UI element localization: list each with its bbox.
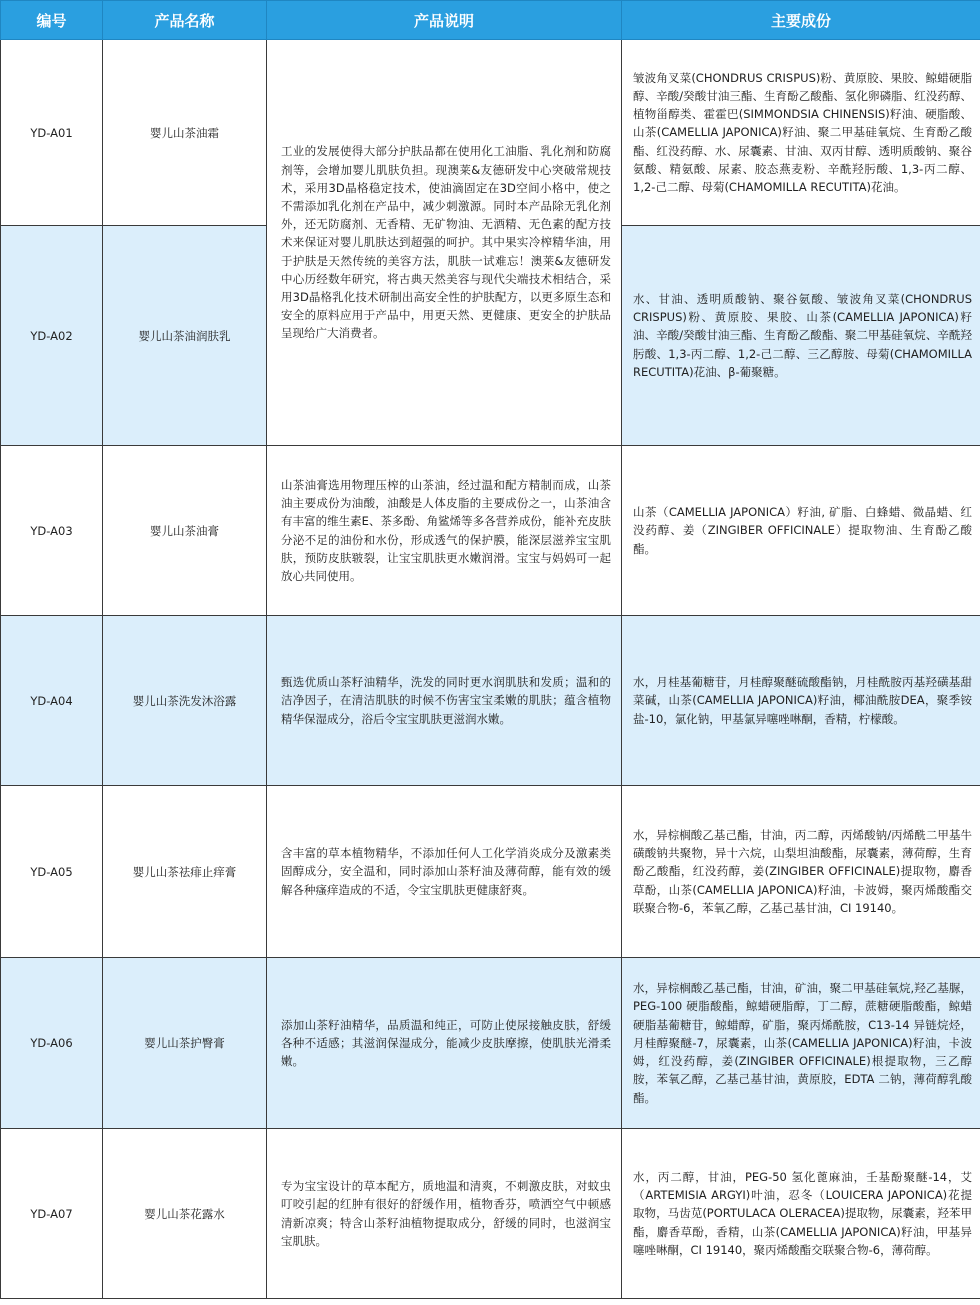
product-code: YD-A02 (1, 226, 103, 446)
product-code: YD-A05 (1, 786, 103, 958)
product-code: YD-A04 (1, 616, 103, 786)
product-code: YD-A07 (1, 1129, 103, 1299)
product-code: YD-A06 (1, 958, 103, 1129)
product-description: 甄选优质山茶籽油精华，洗发的同时更水润肌肤和发质；温和的洁净因子，在清洁肌肤的时候不伤害宝宝柔嫩的肌肤；蕴含植物精华保湿成分，浴后令宝宝肌肤更滋润水嫩。 (267, 616, 622, 786)
product-ingredients: 皱波角叉菜(CHONDRUS CRISPUS)粉、黄原胶、果胶、鲸蜡硬脂醇、辛酸/癸酸甘油三酯、生育酚乙酸酯、氢化卵磷脂、红没药醇、植物甾醇类、霍霍巴(SIMMONDSIA CHINENSIS)籽油、硬脂酸、山茶(CAMELLIA JAPONICA)籽油、聚二甲基硅氧烷、生育酚乙酸酯、红没药醇、水、尿囊素、甘油、双丙甘醇、透明质酸钠、聚谷氨酸、精氨酸、尿素、胶态燕麦粉、辛酰羟肟酸、1,3-丙二醇、1,2-己二醇、母菊(CHAMOMILLA RECUTITA)花油。 (622, 40, 980, 226)
product-ingredients: 水，异棕榈酸乙基己酯，甘油，矿油，聚二甲基硅氧烷,羟乙基脲，PEG-100 硬脂酸酯，鲸蜡硬脂醇，丁二醇，蔗糖硬脂酸酯，鲸蜡硬脂基葡糖苷，鲸蜡醇，矿脂，聚丙烯酰胺，C13-14 异链烷烃，月桂醇聚醚-7，尿囊素，山茶(CAMELLIA JAPONICA)籽油，卡波姆，红没药醇，姜(ZINGIBER OFFICINALE)根提取物，三乙醇胺，苯氧乙醇，乙基己基甘油，黄原胶，EDTA 二钠，薄荷醇乳酸酯。 (622, 958, 980, 1129)
product-code: YD-A03 (1, 446, 103, 616)
product-ingredients: 水，丙二醇，甘油，PEG-50 氢化蓖麻油，壬基酚聚醚-14，艾（ARTEMISIA ARGYI)叶油，忍冬（LOUICERA JAPONICA)花提取物，马齿苋(PORTULACA OLERACEA)提取物，尿囊素，羟苯甲酯，麝香草酚，香精，山茶(CAMELLIA JAPONICA)籽油，甲基异噻唑啉酮，CI 19140，聚丙烯酸酯交联聚合物-6，薄荷醇。 (622, 1129, 980, 1299)
product-description: 专为宝宝设计的草本配方，质地温和清爽，不刺激皮肤，对蚊虫叮咬引起的红肿有很好的舒缓作用，植物香芬，喷洒空气中顿感清新凉爽；特含山茶籽油植物提取成分，舒缓的同时，也滋润宝宝肌肤。 (267, 1129, 622, 1299)
product-ingredients: 水、甘油、透明质酸钠、聚谷氨酸、皱波角叉菜(CHONDRUS CRISPUS)粉、黄原胶、果胶、山茶(CAMELLIA JAPONICA)籽油、辛酸/癸酸甘油三酯、生育酚乙酸酯、聚二甲基硅氧烷、辛酰羟肟酸、1,3-丙二醇、1,2-己二醇、三乙醇胺、母菊(CHAMOMILLA RECUTITA)花油、β-葡聚糖。 (622, 226, 980, 446)
product-name: 婴儿山茶护臀膏 (103, 958, 267, 1129)
header-ingredients: 主要成份 (622, 1, 980, 40)
table-header-row (1, 1, 980, 40)
product-ingredients: 水，异棕榈酸乙基己酯，甘油，丙二醇，丙烯酸钠/丙烯酰二甲基牛磺酸钠共聚物，异十六烷，山梨坦油酸酯，尿囊素，薄荷醇，生育酚乙酸酯，红没药醇，姜(ZINGIBER OFFICINALE)提取物，麝香草酚，山茶(CAMELLIA JAPONICA)籽油，卡波姆，聚丙烯酸酯交联聚合物-6，苯氧乙醇，乙基己基甘油，CI 19140。 (622, 786, 980, 958)
product-ingredients: 水，月桂基葡糖苷，月桂醇聚醚硫酸酯钠，月桂酰胺丙基羟磺基甜菜碱，山茶(CAMELLIA JAPONICA)籽油，椰油酰胺DEA，聚季铵盐-10，氯化钠，甲基氯异噻唑啉酮，香精，柠檬酸。 (622, 616, 980, 786)
product-name: 婴儿山茶油膏 (103, 446, 267, 616)
product-ingredients: 山茶（CAMELLIA JAPONICA）籽油, 矿脂、白蜂蜡、微晶蜡、红没药醇、姜（ZINGIBER OFFICINALE）提取物油、生育酚乙酸酯。 (622, 446, 980, 616)
product-name: 婴儿山茶祛痱止痒膏 (103, 786, 267, 958)
product-name: 婴儿山茶油霜 (103, 40, 267, 226)
table-row (1, 40, 980, 226)
product-name: 婴儿山茶洗发沐浴露 (103, 616, 267, 786)
table-row (1, 786, 980, 958)
table-row (1, 958, 980, 1129)
product-description: 含丰富的草本植物精华，不添加任何人工化学消炎成分及激素类固醇成分，安全温和，同时添加山茶籽油及薄荷醇，能有效的缓解各种瘙痒造成的不适，令宝宝肌肤更健康舒爽。 (267, 786, 622, 958)
product-description: 山茶油膏选用物理压榨的山茶油，经过温和配方精制而成，山茶油主要成份为油酸，油酸是人体皮脂的主要成份之一，山茶油含有丰富的维生素E、茶多酚、角鲨烯等多各营养成份，能补充皮肤分泌不足的油份和水份，形成透气的保护膜，能深层滋养宝宝肌肤，预防皮肤皲裂，让宝宝肌肤更水嫩润滑。宝宝与妈妈可一起放心共同使用。 (267, 446, 622, 616)
product-name: 婴儿山茶油润肤乳 (103, 226, 267, 446)
table-row (1, 446, 980, 616)
header-description: 产品说明 (267, 1, 622, 40)
header-code: 编号 (1, 1, 103, 40)
product-name: 婴儿山茶花露水 (103, 1129, 267, 1299)
table-row (1, 616, 980, 786)
product-code: YD-A01 (1, 40, 103, 226)
product-description: 工业的发展使得大部分护肤品都在使用化工油脂、乳化剂和防腐剂等，会增加婴儿肌肤负担。现澳莱&友德研发中心突破常规技术，采用3D晶格稳定技术，使油滴固定在3D空间小格中，使之不需添加乳化剂在产品中，减少刺激源。同时本产品除无乳化剂外，还无防腐剂、无香精、无矿物油、无酒精、无色素的配方技术来保证对婴儿肌肤达到超强的呵护。其中果实冷榨精华油，用于护肤是天然传统的美容方法，肌肤一试难忘！澳莱&友德研发中心历经数年研究，将古典天然美容与现代尖端技术相结合，采用3D晶格乳化技术研制出高安全性的护肤配方，以更多原生态和安全的原料应用于产品中，用更天然、更健康、更安全的护肤品呈现给广大消费者。 (267, 40, 622, 446)
product-description: 添加山茶籽油精华，品质温和纯正，可防止使尿接触皮肤，舒缓各种不适感；其滋润保湿成分，能减少皮肤摩擦，使肌肤光滑柔嫩。 (267, 958, 622, 1129)
table-row (1, 1129, 980, 1299)
header-name: 产品名称 (103, 1, 267, 40)
